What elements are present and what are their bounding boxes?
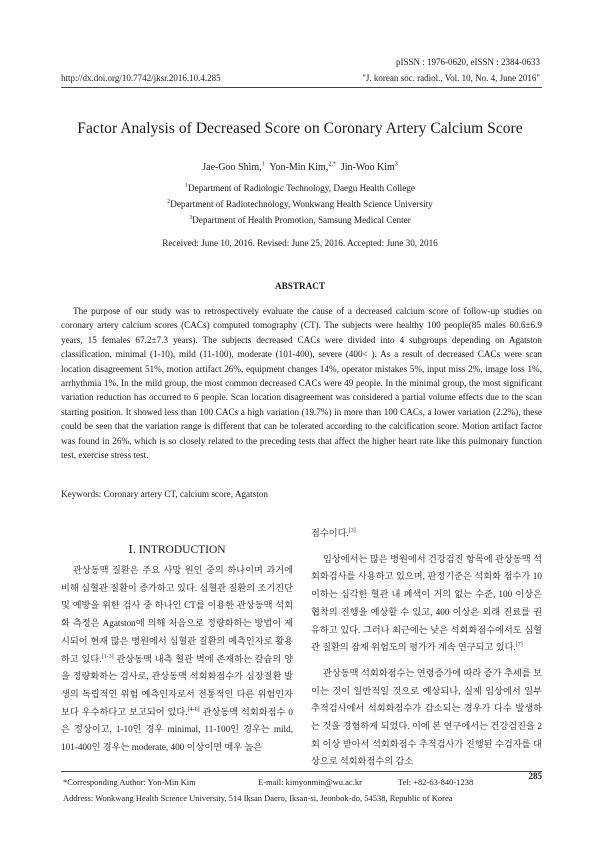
paragraph-text: 점수이다. xyxy=(311,528,349,538)
right-column xyxy=(311,525,542,771)
abstract-heading: ABSTRACT xyxy=(274,281,326,291)
author-name: Jae-Goo Shim, xyxy=(202,162,262,173)
author-email[interactable]: E-mail: kimyonmin@wu.ac.kr xyxy=(258,777,362,787)
left-column xyxy=(61,562,293,757)
paragraph-text: 관상동맥 질환은 주요 사망 원인 중의 하나이며 과거에 비해 심혈관 질환이 증가하고 있다. 심혈관 질환의 조기진단 및 예방을 위한 검사 중 하나인 CT를 이용한 관상동맥 석회화 측정은 Agatston에 의해 처음으로 정량화하는 방법이 제시되어 현재 많은 병원에서 심혈관 질환의 예측인자로 활용하고 있다. xyxy=(61,565,293,664)
citation[interactable]: [3] xyxy=(348,527,356,534)
author-sup: 1 xyxy=(261,161,265,168)
paragraph-text: 관상동맥 내측 혈관 벽에 존재하는 칼슘의 양을 정량화하는 검사로, 관상동맥 석회화점수가 심장질환 발생의 독립적인 위험 예측인자로서 전통적인 다른 위험인자보다 우수하다고 보고되어 있다. xyxy=(61,653,293,717)
affiliation-sup: 3 xyxy=(189,214,193,221)
paper-title: Factor Analysis of Decreased Score on Coronary Artery Calcium Score xyxy=(77,120,523,137)
affiliation-text: Department of Health Promotion, Samsung Medical Center xyxy=(192,215,411,225)
keywords: Keywords: Coronary artery CT, calcium score, Agatston xyxy=(61,489,268,499)
affiliation xyxy=(30,183,570,193)
section-title-introduction: Ⅰ. INTRODUCTION xyxy=(128,544,226,556)
author-name: Jin-Woo Kim xyxy=(340,162,395,173)
submission-dates: Received: June 10, 2016. Revised: June 25, 2016. Accepted: June 30, 2016 xyxy=(162,238,438,248)
affiliation-text: Department of Radiotechnology, Wonkwang Health Science University xyxy=(170,199,433,209)
corresponding-author: *Corresponding Author: Yon-Min Kim xyxy=(63,777,196,787)
affiliation-sup: 1 xyxy=(185,182,189,189)
author-list xyxy=(30,162,570,173)
affiliation xyxy=(30,215,570,225)
paragraph-text: 임상에서는 많은 병원에서 건강검진 항목에 관상동맥 석회화검사를 사용하고 있으며, 판정기준은 석회화 점수가 10 이하는 심각한 혈관 내 폐색이 거의 없는 수준, 100 이상은 협착의 진행을 예상할 수 있고, 400 이상은 외래 진료를 권유하고 있다. 그러나 최근에는 낮은 석회화점수에서도 심혈관 질환의 잠재 위험도의 평가가 계속 연구되고 있다. xyxy=(311,553,542,653)
page-number: 285 xyxy=(528,771,542,781)
intro-paragraph xyxy=(311,551,542,657)
footer-divider xyxy=(61,771,542,772)
affiliation-sup: 2 xyxy=(167,198,171,205)
author-name: Yon-Min Kim, xyxy=(269,162,329,173)
issn-line: pISSN : 1976-0620, eISSN : 2384-0633 xyxy=(395,57,540,67)
continued-text xyxy=(311,525,542,543)
doi-link[interactable]: http://dx.doi.org/10.7742/jksr.2016.10.4.285 xyxy=(61,73,221,83)
affiliation-text: Department of Radiologic Technology, Daegu Health College xyxy=(188,183,415,193)
author-sup: 2,* xyxy=(328,161,336,168)
journal-citation: "J. korean soc. radiol., Vol. 10, No. 4, June 2016" xyxy=(362,73,540,83)
abstract-body: The purpose of our study was to retrospectively evaluate the cause of a decreased calcium score of follow-up studies on coronary artery calcium scores (CACs) computed tomography (CT). The subjects were healthy 100 people(85 males 60.6±6.9 years, 15 females 67.2±7.3 years). The subjects decreased CACs were divided into 4 subgroups depending on Agatston classification, minimal (1-10), mild (11-100), moderate (101-400), severe (400< ). As a result of decreased CACs were scan location disagreement 51%, motion artifact 26%, equipment changes 14%, operator mistakes 5%, input miss 2%, image loss 1%, arrhythmia 1%. In the mild group, the most common decreased CACs were 49 people. In the minimal group, the most significant variation reduction has occurred to 6 people. Scan location disagreement was considered a partial volume effects due to the scan starting position. It showed less than 100 CACs a high variation (19.7%) in more than 100 CACs, a lower variation (2.2%), these could be seen that the variation range is different that can be tolerated according to the calcification score. Motion artifact factor was found in 26%, which is so closely related to the preceding tests that affect the higher heart rate like this pulmonary function test, exercise stress test. xyxy=(61,306,542,461)
affiliation xyxy=(30,199,570,209)
citation[interactable]: [7] xyxy=(515,642,523,649)
author-sup: 3 xyxy=(394,161,398,168)
author-address: Address: Wonkwang Health Science University, 514 Iksan Daero, Iksan-si, Jeonbok-do, 54538, Republic of Korea xyxy=(63,793,453,803)
intro-paragraph: 관상동맥 석회화점수는 연령증가에 따라 증가 추세를 보이는 것이 일반적일 것으로 예상되나, 실제 임상에서 일부 추적검사에서 석회화점수가 감소되는 경우가 다수 발생하는 것을 경험하게 되었다. 이에 본 연구에서는 건강검진을 2회 이상 받아서 석회화점수 추적검사가 진행된 수검자를 대상으로 석회화점수의 감소 xyxy=(311,667,542,767)
citation[interactable]: [4-6] xyxy=(187,706,200,713)
intro-paragraph xyxy=(61,562,293,757)
header-divider xyxy=(61,87,542,88)
citation[interactable]: [1-3] xyxy=(101,653,114,660)
paragraph-text: 관상동맥 석회화점수 0은 정상이고, 1-10인 경우 minimal, 11-100인 경우는 mild, 101-400인 경우는 moderate, 400 이상이면 매우 높은 xyxy=(61,706,293,753)
author-phone: Tel: +82-63-840-1238 xyxy=(398,777,474,787)
